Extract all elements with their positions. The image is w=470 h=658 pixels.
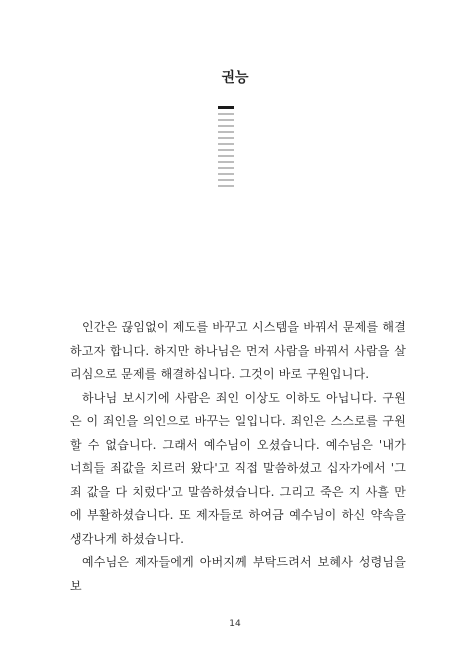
ornament-line (218, 125, 234, 127)
ornament-line (218, 185, 234, 187)
ornament-line (218, 137, 234, 139)
ornament-line (218, 173, 234, 175)
ornament-line (218, 131, 234, 133)
ornament-line (218, 167, 234, 169)
ornament-line (218, 113, 234, 115)
ornament-line (218, 119, 234, 121)
ornament-line (218, 179, 234, 181)
paragraph-2: 하나님 보시기에 사람은 죄인 이상도 이하도 아닙니다. 구원은 이 죄인을 의인으로 바꾸는 일입니다. 죄인은 스스로를 구원할 수 없습니다. 그래서 예수님이 오셨습니다. 예수님은 '내가 너희들 죄값을 치르러 왔다'고 직접 말씀하셨고 십자가에서 '그 죄 값을 다 치렀다'고 말씀하셨습니다. 그리고 죽은 지 사흘 만에 부활하셨습니다. 또 제자들로 하여금 예수님이 하신 약속을 생각나게 하셨습니다. (70, 390, 406, 546)
ornament-line (218, 155, 234, 157)
body-text (70, 316, 406, 598)
chapter-title: 권능 (221, 70, 249, 86)
ornament-line (218, 161, 234, 163)
stacked-lines-ornament-icon (218, 106, 234, 191)
ornament-line (218, 149, 234, 151)
page-number: 14 (229, 619, 241, 629)
ornament-line (218, 143, 234, 145)
paragraph-1: 인간은 끊임없이 제도를 바꾸고 시스템을 바꿔서 문제를 해결하고자 합니다. 하지만 하나님은 먼저 사람을 바꿔서 사람을 살리심으로 문제를 해결하십니다. 그것이 바로 구원입니다. (70, 320, 406, 381)
paragraph-3: 예수님은 제자들에게 아버지께 부탁드려서 보혜사 성령님을 보 (70, 555, 406, 593)
ornament-line (218, 106, 234, 109)
